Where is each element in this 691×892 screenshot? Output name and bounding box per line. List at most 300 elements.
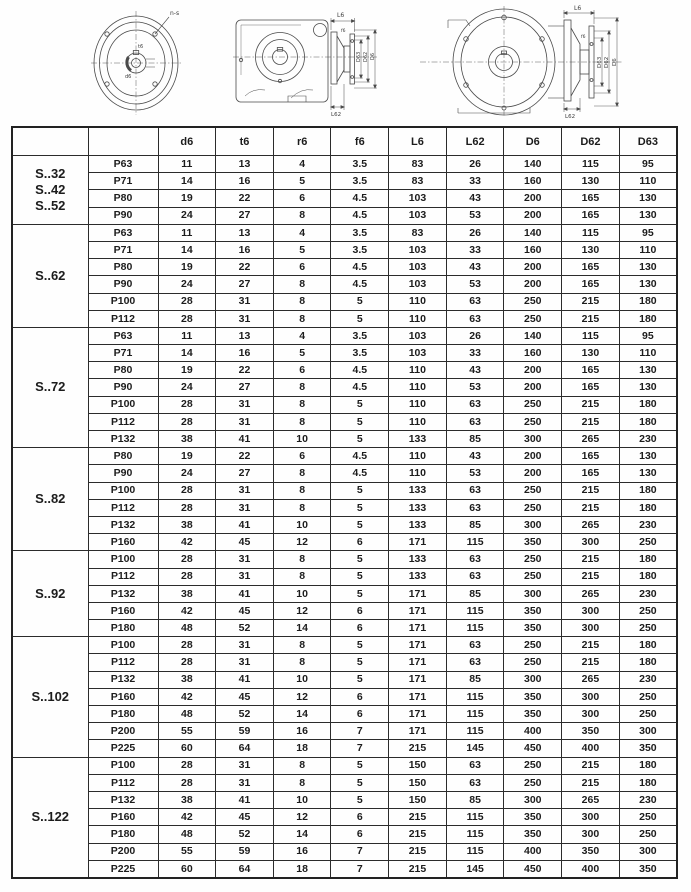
value-cell: 250 [504,482,562,499]
length2-dim-label: L62 [331,112,342,118]
table-row [12,207,677,224]
value-cell: 19 [158,259,216,276]
value-cell: 130 [619,259,677,276]
value-cell: 52 [216,620,274,637]
value-cell: 41 [216,671,274,688]
value-cell: 22 [216,259,274,276]
model-cell: P225 [88,860,158,878]
model-cell: P71 [88,345,158,362]
column-header-d6: d6 [158,127,216,156]
value-cell: 38 [158,516,216,533]
value-cell: 103 [389,241,447,258]
value-cell: 250 [504,757,562,774]
model-cell: P112 [88,310,158,327]
value-cell: 200 [504,259,562,276]
model-cell: P132 [88,671,158,688]
value-cell: 300 [562,826,620,843]
length-dim-label: L6 [337,12,345,19]
value-cell: 43 [446,448,504,465]
value-cell: 171 [389,620,447,637]
column-header-f6: f6 [331,127,389,156]
value-cell: 165 [562,259,620,276]
value-cell: 115 [446,620,504,637]
value-cell: 59 [216,843,274,860]
value-cell: 115 [446,843,504,860]
series-group-label: S..122 [12,757,88,878]
value-cell: 5 [331,671,389,688]
value-cell: 171 [389,723,447,740]
value-cell: 115 [446,826,504,843]
value-cell: 11 [158,224,216,241]
value-cell: 5 [331,482,389,499]
value-cell: 8 [273,757,331,774]
table-row [12,310,677,327]
table-row [12,259,677,276]
value-cell: 115 [446,534,504,551]
value-cell: 5 [273,345,331,362]
value-cell: 14 [273,620,331,637]
table-row [12,362,677,379]
value-cell: 22 [216,190,274,207]
dia-dim-label: D6 [370,52,376,60]
value-cell: 26 [446,224,504,241]
dia-dim-label: D62 [604,56,610,68]
value-cell: 38 [158,431,216,448]
value-cell: 85 [446,516,504,533]
value-cell: 4 [273,224,331,241]
value-cell: 3.5 [331,241,389,258]
value-cell: 265 [562,431,620,448]
column-header-D6: D6 [504,127,562,156]
value-cell: 130 [619,362,677,379]
table-row [12,654,677,671]
value-cell: 24 [158,276,216,293]
value-cell: 300 [562,809,620,826]
value-cell: 215 [389,809,447,826]
value-cell: 3.5 [331,224,389,241]
value-cell: 13 [216,327,274,344]
value-cell: 63 [446,654,504,671]
value-cell: 110 [619,173,677,190]
value-cell: 110 [389,396,447,413]
value-cell: 83 [389,224,447,241]
value-cell: 215 [389,860,447,878]
value-cell: 150 [389,791,447,808]
value-cell: 180 [619,637,677,654]
value-cell: 103 [389,345,447,362]
value-cell: 28 [158,499,216,516]
model-cell: P90 [88,465,158,482]
value-cell: 52 [216,706,274,723]
value-cell: 45 [216,809,274,826]
value-cell: 28 [158,568,216,585]
value-cell: 8 [273,293,331,310]
value-cell: 180 [619,396,677,413]
value-cell: 350 [504,826,562,843]
value-cell: 63 [446,568,504,585]
model-cell: P112 [88,499,158,516]
value-cell: 11 [158,156,216,173]
value-cell: 265 [562,516,620,533]
value-cell: 4 [273,327,331,344]
value-cell: 8 [273,276,331,293]
value-cell: 230 [619,671,677,688]
value-cell: 60 [158,740,216,757]
value-cell: 6 [331,706,389,723]
value-cell: 3.5 [331,156,389,173]
value-cell: 200 [504,207,562,224]
table-row [12,534,677,551]
table-row [12,671,677,688]
value-cell: 31 [216,293,274,310]
value-cell: 5 [331,516,389,533]
value-cell: 250 [619,688,677,705]
value-cell: 265 [562,791,620,808]
value-cell: 22 [216,448,274,465]
value-cell: 110 [619,241,677,258]
value-cell: 110 [389,310,447,327]
value-cell: 4.5 [331,465,389,482]
table-body [12,156,677,878]
length-dim-label: L6 [574,5,582,12]
value-cell: 180 [619,654,677,671]
value-cell: 130 [619,207,677,224]
value-cell: 230 [619,585,677,602]
value-cell: 14 [158,241,216,258]
value-cell: 140 [504,156,562,173]
value-cell: 64 [216,740,274,757]
hub-bottom-dim-label: d6 [125,74,132,80]
value-cell: 38 [158,671,216,688]
value-cell: 85 [446,431,504,448]
table-row [12,740,677,757]
value-cell: 16 [216,173,274,190]
value-cell: 200 [504,276,562,293]
model-cell: P100 [88,637,158,654]
value-cell: 28 [158,774,216,791]
value-cell: 24 [158,379,216,396]
value-cell: 28 [158,482,216,499]
length2-dim-label: L62 [565,114,576,120]
value-cell: 180 [619,774,677,791]
value-cell: 19 [158,190,216,207]
dia-dim-label: D6 [612,58,618,66]
value-cell: 3.5 [331,327,389,344]
value-cell: 300 [562,688,620,705]
value-cell: 8 [273,207,331,224]
value-cell: 350 [504,620,562,637]
value-cell: 180 [619,499,677,516]
value-cell: 33 [446,173,504,190]
model-cell: P90 [88,207,158,224]
model-cell: P100 [88,396,158,413]
value-cell: 250 [619,534,677,551]
value-cell: 171 [389,706,447,723]
model-cell: P63 [88,224,158,241]
table-row [12,190,677,207]
value-cell: 6 [331,809,389,826]
model-cell: P112 [88,413,158,430]
value-cell: 60 [158,860,216,878]
value-cell: 250 [619,602,677,619]
value-cell: 5 [331,310,389,327]
value-cell: 140 [504,224,562,241]
corner-cell [12,127,88,156]
value-cell: 95 [619,224,677,241]
value-cell: 145 [446,860,504,878]
value-cell: 85 [446,791,504,808]
value-cell: 130 [619,379,677,396]
value-cell: 26 [446,156,504,173]
value-cell: 85 [446,671,504,688]
value-cell: 215 [562,413,620,430]
flange-front-view-drawing [83,4,198,118]
table-row [12,757,677,774]
value-cell: 28 [158,757,216,774]
value-cell: 250 [504,774,562,791]
value-cell: 8 [273,396,331,413]
model-cell: P100 [88,482,158,499]
value-cell: 250 [504,551,562,568]
value-cell: 22 [216,362,274,379]
model-cell: P63 [88,156,158,173]
value-cell: 450 [504,740,562,757]
bolt-hole [105,82,109,86]
value-cell: 133 [389,568,447,585]
value-cell: 31 [216,551,274,568]
value-cell: 215 [562,654,620,671]
table-row [12,499,677,516]
value-cell: 7 [331,860,389,878]
value-cell: 215 [562,551,620,568]
dia-dim-label: D63 [356,51,362,62]
table-row [12,585,677,602]
value-cell: 115 [446,706,504,723]
value-cell: 45 [216,688,274,705]
table-row [12,620,677,637]
flange-hole-dim-label: f6 [341,29,346,34]
value-cell: 6 [273,259,331,276]
value-cell: 150 [389,757,447,774]
value-cell: 64 [216,860,274,878]
model-cell: P180 [88,620,158,637]
flange-hole-dim-label: f6 [581,35,586,40]
value-cell: 180 [619,293,677,310]
value-cell: 31 [216,499,274,516]
value-cell: 133 [389,431,447,448]
column-header-D63: D63 [619,127,677,156]
value-cell: 43 [446,362,504,379]
value-cell: 63 [446,293,504,310]
value-cell: 140 [504,327,562,344]
value-cell: 11 [158,327,216,344]
value-cell: 300 [562,534,620,551]
value-cell: 28 [158,413,216,430]
model-cell: P100 [88,293,158,310]
series-group-label: S..92 [12,551,88,637]
value-cell: 215 [562,499,620,516]
table-row [12,396,677,413]
value-cell: 53 [446,379,504,396]
model-cell: P160 [88,809,158,826]
value-cell: 42 [158,688,216,705]
value-cell: 215 [389,843,447,860]
value-cell: 31 [216,654,274,671]
value-cell: 230 [619,431,677,448]
value-cell: 250 [504,499,562,516]
value-cell: 300 [562,706,620,723]
value-cell: 300 [504,791,562,808]
value-cell: 215 [562,774,620,791]
value-cell: 110 [389,448,447,465]
value-cell: 12 [273,688,331,705]
value-cell: 8 [273,465,331,482]
value-cell: 7 [331,740,389,757]
value-cell: 400 [504,843,562,860]
value-cell: 115 [446,723,504,740]
value-cell: 171 [389,585,447,602]
value-cell: 130 [562,241,620,258]
value-cell: 5 [331,585,389,602]
value-cell: 4.5 [331,259,389,276]
value-cell: 300 [562,602,620,619]
value-cell: 180 [619,413,677,430]
value-cell: 350 [504,809,562,826]
value-cell: 133 [389,482,447,499]
value-cell: 10 [273,431,331,448]
model-cell: P160 [88,688,158,705]
value-cell: 230 [619,791,677,808]
value-cell: 200 [504,190,562,207]
value-cell: 165 [562,465,620,482]
value-cell: 180 [619,757,677,774]
value-cell: 115 [446,688,504,705]
value-cell: 43 [446,190,504,207]
value-cell: 115 [562,224,620,241]
table-row [12,156,677,173]
value-cell: 250 [504,568,562,585]
table-row [12,809,677,826]
model-cell: P80 [88,190,158,207]
technical-drawings [0,0,691,122]
value-cell: 45 [216,534,274,551]
value-cell: 41 [216,791,274,808]
value-cell: 250 [619,620,677,637]
value-cell: 115 [446,602,504,619]
value-cell: 41 [216,431,274,448]
value-cell: 4 [273,156,331,173]
value-cell: 14 [158,345,216,362]
table-row [12,327,677,344]
table-row [12,568,677,585]
value-cell: 95 [619,156,677,173]
table-row [12,637,677,654]
model-cell: P90 [88,276,158,293]
value-cell: 59 [216,723,274,740]
model-cell: P80 [88,259,158,276]
value-cell: 171 [389,637,447,654]
gearbox-side-view-drawing [233,8,383,120]
value-cell: 24 [158,207,216,224]
value-cell: 6 [273,448,331,465]
value-cell: 8 [273,568,331,585]
value-cell: 24 [158,465,216,482]
value-cell: 19 [158,362,216,379]
value-cell: 110 [389,379,447,396]
value-cell: 250 [619,809,677,826]
hub-top-dim-label: t6 [138,44,144,50]
model-cell: P112 [88,568,158,585]
model-cell: P90 [88,379,158,396]
value-cell: 165 [562,190,620,207]
value-cell: 200 [504,448,562,465]
value-cell: 133 [389,499,447,516]
column-header-r6: r6 [273,127,331,156]
value-cell: 7 [331,843,389,860]
value-cell: 180 [619,310,677,327]
value-cell: 110 [619,345,677,362]
model-cell: P100 [88,757,158,774]
model-cell: P200 [88,843,158,860]
value-cell: 6 [273,362,331,379]
dimension-table-wrap [11,126,678,879]
value-cell: 63 [446,637,504,654]
value-cell: 16 [273,843,331,860]
value-cell: 53 [446,207,504,224]
model-cell: P71 [88,241,158,258]
table-row [12,791,677,808]
table-row [12,241,677,258]
value-cell: 8 [273,310,331,327]
value-cell: 300 [504,431,562,448]
value-cell: 171 [389,671,447,688]
value-cell: 180 [619,482,677,499]
value-cell: 38 [158,791,216,808]
value-cell: 103 [389,190,447,207]
value-cell: 250 [504,396,562,413]
value-cell: 6 [331,688,389,705]
value-cell: 5 [273,241,331,258]
value-cell: 53 [446,465,504,482]
value-cell: 3.5 [331,173,389,190]
column-header-L6: L6 [389,127,447,156]
value-cell: 133 [389,551,447,568]
model-cell: P132 [88,516,158,533]
value-cell: 8 [273,774,331,791]
value-cell: 63 [446,310,504,327]
value-cell: 300 [504,585,562,602]
model-cell: P71 [88,173,158,190]
value-cell: 350 [619,860,677,878]
value-cell: 4.5 [331,379,389,396]
value-cell: 250 [504,413,562,430]
series-group-label: S..32 S..42 S..52 [12,156,88,225]
corner-cell [88,127,158,156]
table-row [12,173,677,190]
value-cell: 31 [216,637,274,654]
value-cell: 200 [504,362,562,379]
value-cell: 215 [562,568,620,585]
value-cell: 110 [389,413,447,430]
table-row [12,551,677,568]
model-cell: P112 [88,774,158,791]
value-cell: 27 [216,465,274,482]
value-cell: 48 [158,706,216,723]
value-cell: 171 [389,688,447,705]
value-cell: 31 [216,396,274,413]
value-cell: 55 [158,843,216,860]
value-cell: 6 [331,620,389,637]
